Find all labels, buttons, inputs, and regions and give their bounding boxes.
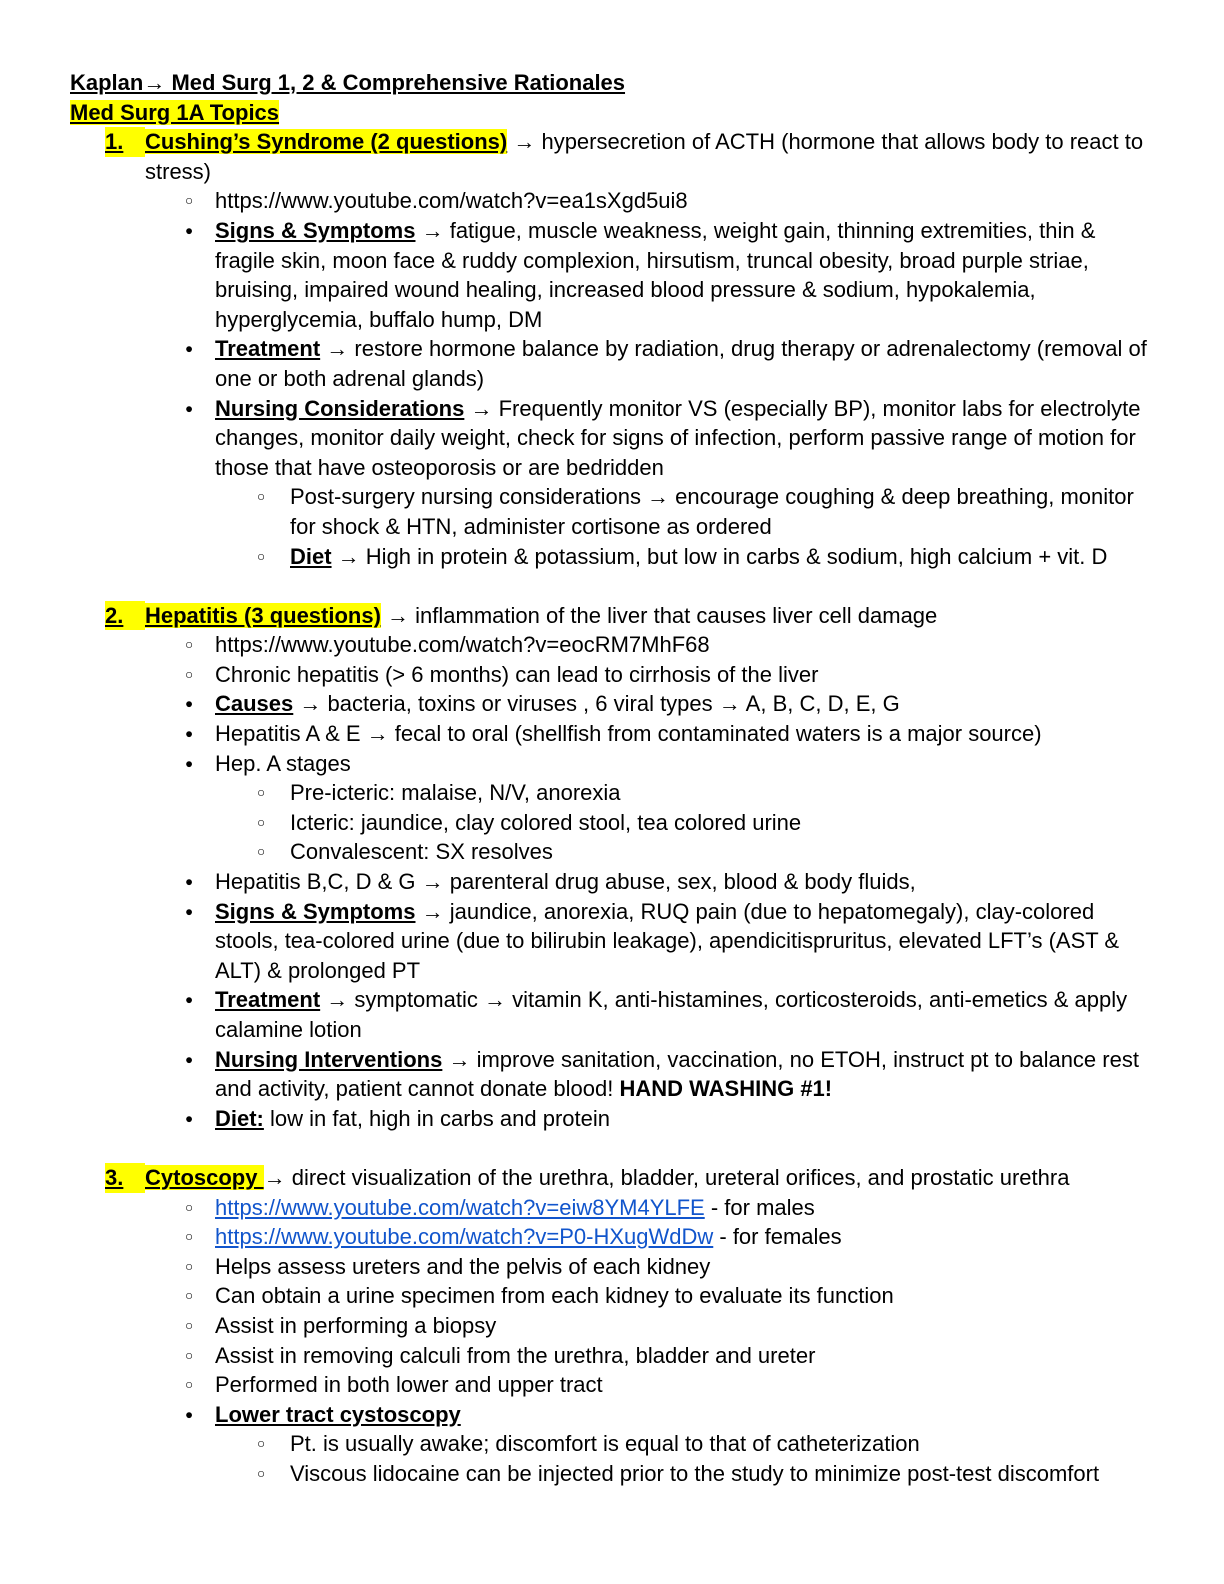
list-item-text <box>215 334 1154 393</box>
text-segment: Post-surgery nursing considerations → encourage coughing & deep breathing, monitor for shock & HTN, administer cortisone as ordered <box>290 484 1140 539</box>
topic-number-text: 2. <box>105 602 124 628</box>
list-item-text <box>215 1252 1154 1282</box>
topic-section-3 <box>70 1163 1154 1489</box>
text-segment: Icteric: jaundice, clay colored stool, tea colored urine <box>290 809 802 835</box>
bullet-circle-icon: ○ <box>257 814 266 830</box>
term-label: Diet <box>290 543 332 569</box>
list-item-text <box>215 1222 1154 1252</box>
text-segment: - for females <box>713 1224 842 1250</box>
topic-heading <box>70 1163 1154 1193</box>
text-segment: Pt. is usually awake; discomfort is equal to that of catheterization <box>290 1431 920 1457</box>
list-item <box>70 216 1154 334</box>
list-item <box>70 1459 1154 1489</box>
list-item-text <box>215 660 1154 690</box>
list-item-text <box>215 1400 1154 1430</box>
topic-title: Cytoscopy <box>145 1164 264 1190</box>
topic-number-text: 3. <box>105 1164 124 1190</box>
text-segment: Assist in removing calculi from the urethra, bladder and ureter <box>215 1342 816 1368</box>
list-item-text <box>290 542 1154 572</box>
topic-number <box>105 601 145 631</box>
list-item <box>70 985 1154 1044</box>
topic-definition: → hypersecretion of ACTH (hormone that allows body to react to stress) <box>145 129 1150 184</box>
bullet-circle-icon: ○ <box>185 1258 194 1274</box>
list-item <box>70 1341 1154 1371</box>
bullet-disc-icon: ● <box>185 1051 194 1067</box>
term-label: Nursing Interventions <box>215 1046 443 1072</box>
term-label: Nursing Considerations <box>215 395 465 421</box>
list-item-text <box>290 1459 1154 1489</box>
list-item-text <box>290 808 1154 838</box>
bullet-circle-icon: ○ <box>257 1436 266 1452</box>
bullet-circle-icon: ○ <box>185 193 194 209</box>
bullet-disc-icon: ● <box>185 222 194 238</box>
text-segment: https://www.youtube.com/watch?v=ea1sXgd5ui8 <box>215 188 688 214</box>
list-item-text <box>215 719 1154 749</box>
bullet-disc-icon: ● <box>185 992 194 1008</box>
topic-heading <box>70 127 1154 186</box>
bullet-disc-icon: ● <box>185 400 194 416</box>
list-item-text <box>215 1045 1154 1104</box>
topic-title: Cushing’s Syndrome (2 questions) <box>145 129 508 155</box>
bullet-disc-icon: ● <box>185 755 194 771</box>
text-segment: https://www.youtube.com/watch?v=eocRM7MhF68 <box>215 632 710 658</box>
list-item-text <box>215 1370 1154 1400</box>
list-item <box>70 897 1154 986</box>
list-item <box>70 630 1154 660</box>
list-item <box>70 1281 1154 1311</box>
text-segment: Chronic hepatitis (> 6 months) can lead to cirrhosis of the liver <box>215 661 819 687</box>
topic-definition: → direct visualization of the urethra, bladder, ureteral orifices, and prostatic urethra <box>263 1164 1070 1190</box>
list-item <box>70 542 1154 572</box>
topic-definition: → inflammation of the liver that causes liver cell damage <box>380 602 938 628</box>
topic-section-1 <box>70 127 1154 571</box>
topic-number <box>105 1163 145 1193</box>
list-item-text <box>215 689 1154 719</box>
youtube-link[interactable]: https://www.youtube.com/watch?v=eiw8YM4YLFE <box>215 1194 705 1220</box>
list-item <box>70 1045 1154 1104</box>
list-item-text <box>290 1429 1154 1459</box>
text-segment: low in fat, high in carbs and protein <box>263 1105 610 1131</box>
list-item <box>70 689 1154 719</box>
text-segment: → restore hormone balance by radiation, drug therapy or adrenalectomy (removal of one or both adrenal glands) <box>215 336 1153 391</box>
list-item-text <box>215 1311 1154 1341</box>
bullet-circle-icon: ○ <box>185 1347 194 1363</box>
text-segment: Pre-icteric: malaise, N/V, anorexia <box>290 780 621 806</box>
bullet-disc-icon: ● <box>185 696 194 712</box>
list-item-text <box>215 985 1154 1044</box>
term-label: Diet: <box>215 1105 264 1131</box>
bullet-disc-icon: ● <box>185 874 194 890</box>
text-segment: Hepatitis A & E → fecal to oral (shellfish from contaminated waters is a major source) <box>215 721 1042 747</box>
list-item-text <box>290 837 1154 867</box>
bullet-circle-icon: ○ <box>257 785 266 801</box>
list-item-text <box>215 897 1154 986</box>
text-segment: Convalescent: SX resolves <box>290 839 553 865</box>
list-item-text <box>290 778 1154 808</box>
bullet-disc-icon: ● <box>185 1110 194 1126</box>
list-item-text <box>215 216 1154 334</box>
list-item <box>70 660 1154 690</box>
list-item-text <box>215 186 1154 216</box>
list-item <box>70 778 1154 808</box>
list-item <box>70 1370 1154 1400</box>
section-heading-text: Med Surg 1A Topics <box>70 99 280 125</box>
list-item <box>70 186 1154 216</box>
list-item <box>70 334 1154 393</box>
term-label: Treatment <box>215 336 321 362</box>
list-item <box>70 837 1154 867</box>
list-item <box>70 1429 1154 1459</box>
list-item <box>70 749 1154 779</box>
section-heading <box>70 98 1154 128</box>
topic-heading <box>70 601 1154 631</box>
bullet-disc-icon: ● <box>185 726 194 742</box>
bullet-disc-icon: ● <box>185 1406 194 1422</box>
text-segment: → High in protein & potassium, but low in carbs & sodium, high calcium + vit. D <box>331 543 1108 569</box>
term-label: Lower tract cystoscopy <box>215 1401 461 1427</box>
list-item-text <box>215 1193 1154 1223</box>
bullet-circle-icon: ○ <box>185 1288 194 1304</box>
list-item-text <box>215 394 1154 483</box>
bullet-disc-icon: ● <box>185 341 194 357</box>
text-segment: → improve sanitation, vaccination, no ETOH, instruct pt to balance rest and activity, patient cannot donate blood! <box>215 1046 1146 1102</box>
bullet-circle-icon: ○ <box>257 489 266 505</box>
list-item <box>70 482 1154 541</box>
list-item-text <box>215 749 1154 779</box>
text-segment: → fatigue, muscle weakness, weight gain, thinning extremities, thin & fragile skin, moon face & ruddy complexion, hirsutism, truncal obesity, broad purple striae, bruising, impaired wound healing, increased blood pressure & sodium, hypokalemia, hyperglycemia, buffalo hump, DM <box>215 217 1102 332</box>
text-segment: → jaundice, anorexia, RUQ pain (due to hepatomegaly), clay-colored stools, tea-colored urine (due to bilirubin leakage), apendicitispruritus, elevated LFT’s (AST & ALT) & prolonged PT <box>215 898 1125 983</box>
list-item <box>70 1222 1154 1252</box>
text-segment: → bacteria, toxins or viruses , 6 viral types → A, B, C, D, E, G <box>293 691 900 717</box>
topic-number <box>105 127 145 157</box>
bullet-circle-icon: ○ <box>185 1229 194 1245</box>
list-item <box>70 719 1154 749</box>
bullet-circle-icon: ○ <box>185 1377 194 1393</box>
bullet-circle-icon: ○ <box>257 1465 266 1481</box>
topic-title: Hepatitis (3 questions) <box>145 602 381 628</box>
text-segment: Hep. A stages <box>215 750 351 776</box>
topic-heading-text <box>145 1163 1154 1193</box>
bullet-disc-icon: ● <box>185 903 194 919</box>
term-label: Signs & Symptoms <box>215 898 416 924</box>
list-item <box>70 394 1154 483</box>
bullet-circle-icon: ○ <box>185 666 194 682</box>
text-segment: Performed in both lower and upper tract <box>215 1372 603 1398</box>
list-item-text <box>215 1281 1154 1311</box>
text-segment: Viscous lidocaine can be injected prior to the study to minimize post-test discomfort <box>290 1460 1100 1486</box>
topic-heading-text <box>145 601 1154 631</box>
term-label: Causes <box>215 691 294 717</box>
text-segment: Assist in performing a biopsy <box>215 1312 497 1338</box>
topic-heading-text <box>145 127 1154 186</box>
topics-list <box>70 127 1154 1488</box>
list-item <box>70 1193 1154 1223</box>
list-item-text <box>215 867 1154 897</box>
list-item-text <box>215 630 1154 660</box>
bullet-circle-icon: ○ <box>185 1199 194 1215</box>
list-item-text <box>215 1341 1154 1371</box>
list-item <box>70 1311 1154 1341</box>
emphasis-text: HAND WASHING #1! <box>619 1076 833 1102</box>
bullet-circle-icon: ○ <box>257 844 266 860</box>
text-segment: - for males <box>704 1194 815 1220</box>
list-item <box>70 1104 1154 1134</box>
text-segment: Can obtain a urine specimen from each kidney to evaluate its function <box>215 1283 894 1309</box>
bullet-circle-icon: ○ <box>185 637 194 653</box>
list-item <box>70 1252 1154 1282</box>
term-label: Signs & Symptoms <box>215 217 416 243</box>
list-item <box>70 1400 1154 1430</box>
topic-number-text: 1. <box>105 129 124 155</box>
bullet-circle-icon: ○ <box>185 1317 194 1333</box>
document-title-text: Kaplan→ Med Surg 1, 2 & Comprehensive Rationales <box>70 70 626 95</box>
term-label: Treatment <box>215 987 321 1013</box>
text-segment: → symptomatic → vitamin K, anti-histamines, corticosteroids, anti-emetics & apply calamine lotion <box>215 987 1134 1042</box>
bullet-circle-icon: ○ <box>257 548 266 564</box>
youtube-link[interactable]: https://www.youtube.com/watch?v=P0-HXugWdDw <box>215 1224 714 1250</box>
list-item <box>70 808 1154 838</box>
list-item-text <box>215 1104 1154 1134</box>
list-item <box>70 867 1154 897</box>
text-segment: Helps assess ureters and the pelvis of each kidney <box>215 1253 711 1279</box>
document-title <box>70 68 1154 98</box>
topic-section-2 <box>70 601 1154 1134</box>
list-item-text <box>290 482 1154 541</box>
text-segment: → Frequently monitor VS (especially BP), monitor labs for electrolyte changes, monitor daily weight, check for signs of infection, perform passive range of motion for those that have osteoporosis or are bedridden <box>215 395 1147 480</box>
text-segment: Hepatitis B,C, D & G → parenteral drug abuse, sex, blood & body fluids, <box>215 869 916 895</box>
